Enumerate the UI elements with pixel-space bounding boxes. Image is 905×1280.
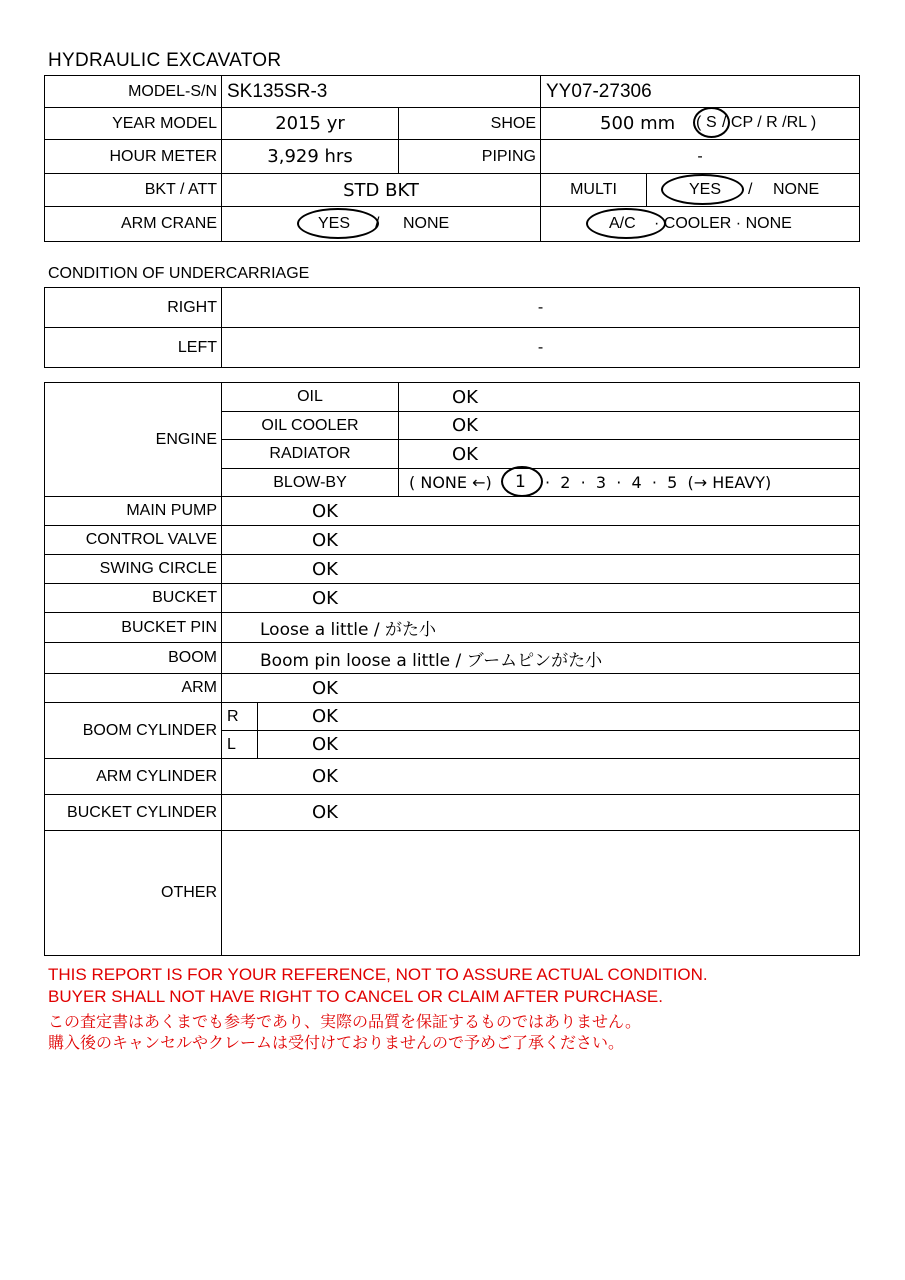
oil-value: OK <box>399 383 860 412</box>
blowby-selected: 1 <box>515 472 526 492</box>
bkt-label: BKT / ATT <box>45 174 222 207</box>
shoe-selected: S <box>706 114 717 131</box>
multi-label: MULTI <box>541 174 647 207</box>
undercarriage-title: CONDITION OF UNDERCARRIAGE <box>48 265 310 282</box>
arm-label: ARM <box>45 674 222 703</box>
boom-label: BOOM <box>45 643 222 674</box>
boom-value: Boom pin loose a little / ブームピンがた小 <box>222 643 860 674</box>
oil-cooler-label: OIL COOLER <box>222 412 399 440</box>
disclaimer-line-4: 購入後のキャンセルやクレームは受付けておりませんので予めご了承ください。 <box>48 1033 625 1052</box>
main-pump-value: OK <box>222 497 860 526</box>
other-value <box>222 831 860 956</box>
right-value: - <box>222 288 860 328</box>
bucket-cylinder-label: BUCKET CYLINDER <box>45 795 222 831</box>
year-label: YEAR MODEL <box>45 108 222 140</box>
crane-selected: YES <box>318 215 351 232</box>
control-valve-label: CONTROL VALVE <box>45 526 222 555</box>
ac-selected: A/C <box>609 215 636 232</box>
swing-circle-value: OK <box>222 555 860 584</box>
crane-label: ARM CRANE <box>45 207 222 242</box>
boom-cylinder-r-value: OK <box>258 703 860 731</box>
shoe-open: ( <box>696 114 702 131</box>
multi-cell <box>647 174 860 207</box>
shoe-options: / CP / R /RL ) <box>722 114 817 131</box>
boom-cylinder-l-value: OK <box>258 731 860 759</box>
multi-selected: YES <box>689 181 722 198</box>
selection-circle <box>586 208 666 239</box>
other-label: OTHER <box>45 831 222 956</box>
crane-other: NONE <box>403 215 450 232</box>
hour-value: 3,929 hrs <box>222 140 399 174</box>
blowby-cell <box>399 469 860 497</box>
arm-value: OK <box>222 674 860 703</box>
bucket-pin-value: Loose a little / がた小 <box>222 613 860 643</box>
selection-circle <box>501 466 543 497</box>
disclaimer-line-3: この査定書はあくまでも参考であり、実際の品質を保証するものではありません。 <box>48 1012 641 1031</box>
document-title: HYDRAULIC EXCAVATOR <box>48 50 282 71</box>
selection-circle <box>297 208 379 239</box>
blowby-label: BLOW-BY <box>222 469 399 497</box>
bucket-pin-label: BUCKET PIN <box>45 613 222 643</box>
bucket-cylinder-value: OK <box>222 795 860 831</box>
oil-label: OIL <box>222 383 399 412</box>
bucket-value: OK <box>222 584 860 613</box>
ac-cell <box>541 207 860 242</box>
specs-table <box>44 75 860 242</box>
oil-cooler-value: OK <box>399 412 860 440</box>
boom-cylinder-r-label: R <box>222 703 258 731</box>
piping-label: PIPING <box>399 140 541 174</box>
boom-cylinder-l-label: L <box>222 731 258 759</box>
piping-value: - <box>541 140 860 174</box>
engine-label: ENGINE <box>45 383 222 497</box>
main-pump-label: MAIN PUMP <box>45 497 222 526</box>
radiator-value: OK <box>399 440 860 469</box>
blowby-rest: · 2 · 3 · 4 · 5 (→ HEAVY) <box>545 473 772 492</box>
model-label: MODEL-S/N <box>45 76 222 108</box>
crane-sep: / <box>375 215 380 232</box>
disclaimer-line-2: BUYER SHALL NOT HAVE RIGHT TO CANCEL OR CLAIM AFTER PURCHASE. <box>48 987 663 1006</box>
disclaimer-line-1: THIS REPORT IS FOR YOUR REFERENCE, NOT TO ASSURE ACTUAL CONDITION. <box>48 965 708 984</box>
model-value: SK135SR-3 <box>222 76 541 108</box>
bucket-label: BUCKET <box>45 584 222 613</box>
multi-other: NONE <box>773 181 820 198</box>
multi-sep: / <box>748 181 753 198</box>
right-label: RIGHT <box>45 288 222 328</box>
radiator-label: RADIATOR <box>222 440 399 469</box>
ac-other: · COOLER · NONE <box>654 215 792 232</box>
shoe-width: 500 mm <box>600 113 676 134</box>
undercarriage-table <box>44 287 860 368</box>
selection-circle <box>693 107 730 138</box>
serial-value: YY07-27306 <box>541 76 860 108</box>
arm-cylinder-value: OK <box>222 759 860 795</box>
left-value: - <box>222 328 860 368</box>
year-value: 2015 yr <box>222 108 399 140</box>
arm-cylinder-label: ARM CYLINDER <box>45 759 222 795</box>
crane-cell <box>222 207 541 242</box>
swing-circle-label: SWING CIRCLE <box>45 555 222 584</box>
left-label: LEFT <box>45 328 222 368</box>
selection-circle <box>661 174 744 205</box>
hour-label: HOUR METER <box>45 140 222 174</box>
shoe-label: SHOE <box>399 108 541 140</box>
shoe-cell <box>541 108 860 140</box>
blowby-start: ( NONE ←) <box>409 473 492 492</box>
control-valve-value: OK <box>222 526 860 555</box>
inspection-table <box>44 382 860 956</box>
bkt-value: STD BKT <box>222 174 541 207</box>
boom-cylinder-label: BOOM CYLINDER <box>45 703 222 759</box>
